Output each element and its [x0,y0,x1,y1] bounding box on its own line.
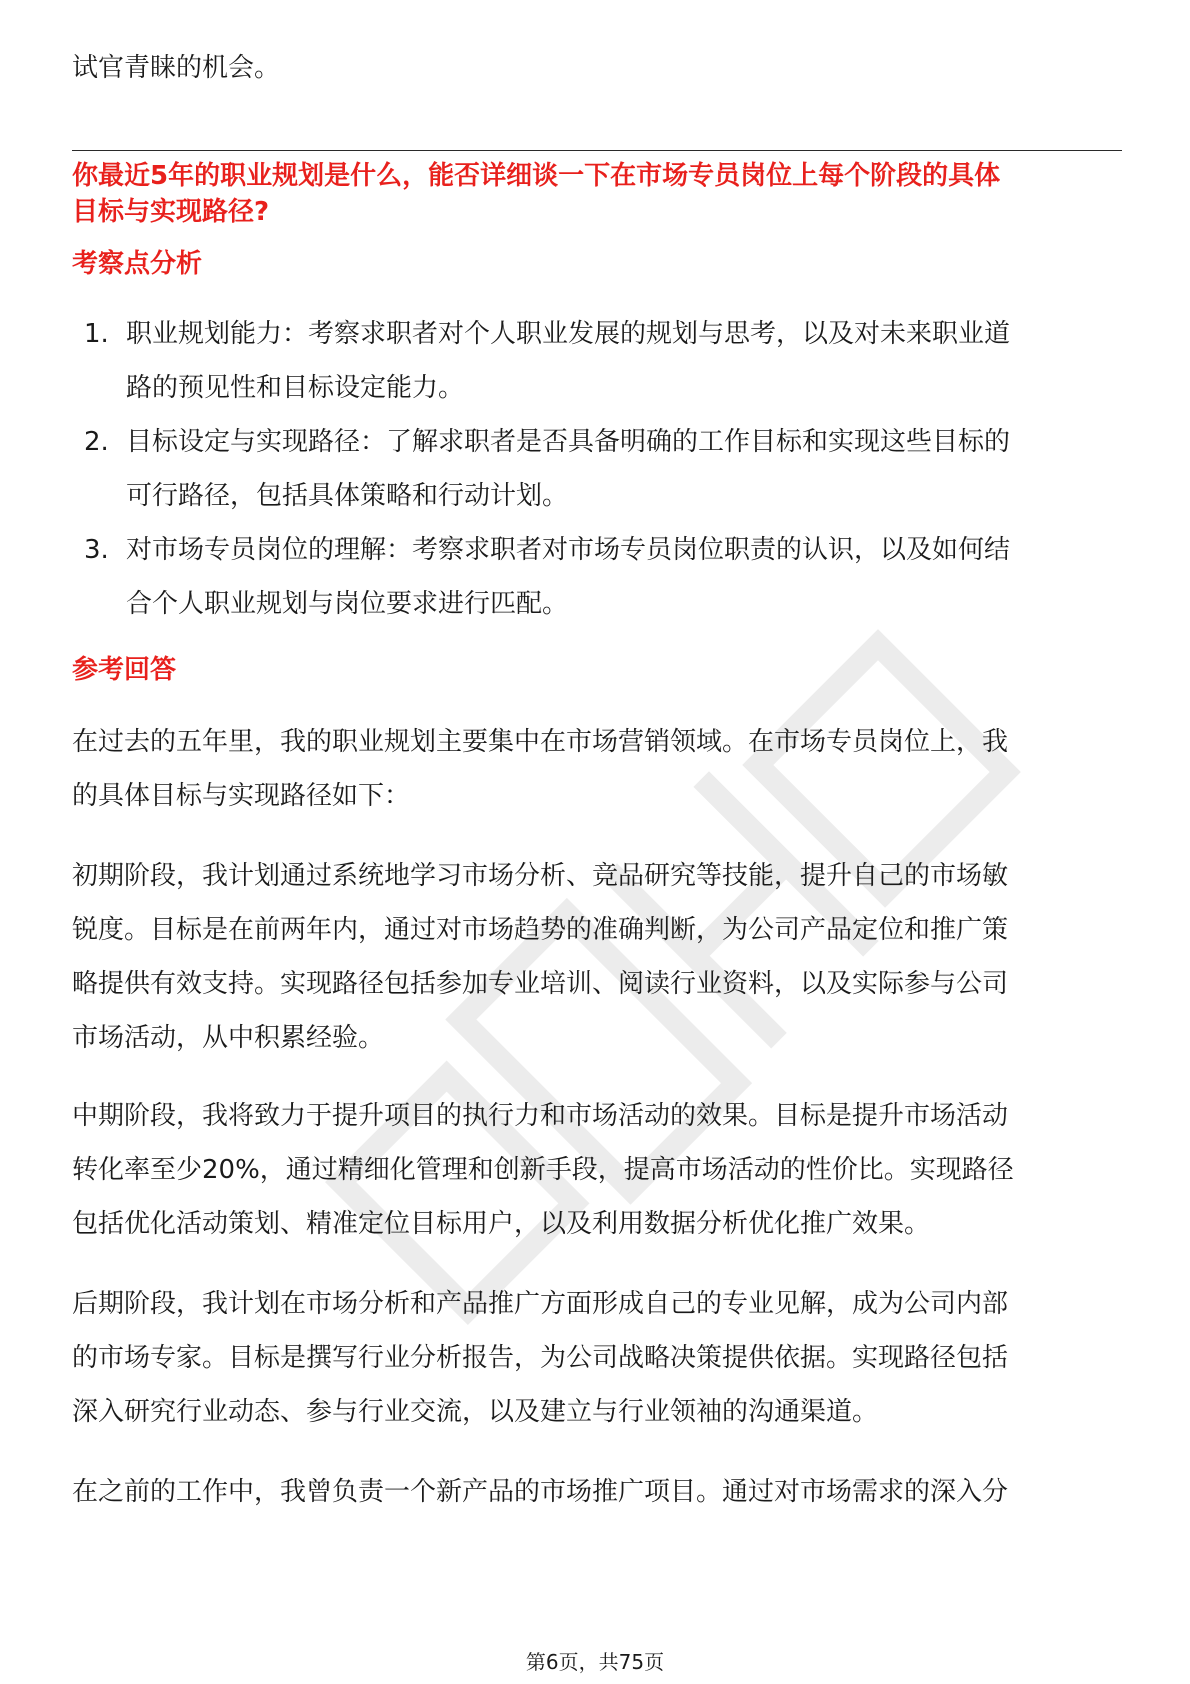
list-item-number: 2. [84,427,109,457]
paragraph-line: 中期阶段，我将致力于提升项目的执行力和市场活动的效果。目标是提升市场活动 [72,1101,1009,1131]
page-number: 第6页，共75页 [525,1650,665,1674]
paragraph-line: 略提供有效支持。实现路径包括参加专业培训、阅读行业资料，以及实际参与公司 [72,969,1009,999]
list-item-text: 合个人职业规划与岗位要求进行匹配。 [126,589,569,619]
paragraph-line: 转化率至少20%，通过精细化管理和创新手段，提高市场活动的性价比。实现路径 [72,1155,1014,1185]
list-item-text: 职业规划能力：考察求职者对个人职业发展的规划与思考，以及对未来职业道 [126,319,1011,349]
analysis-heading: 考察点分析 [72,249,203,279]
paragraph-line: 初期阶段，我计划通过系统地学习市场分析、竞品研究等技能，提升自己的市场敏 [72,861,1009,891]
paragraph-line: 锐度。目标是在前两年内，通过对市场趋势的准确判断，为公司产品定位和推广策 [72,915,1009,945]
list-item-text: 路的预见性和目标设定能力。 [126,373,465,403]
answer-heading: 参考回答 [72,655,177,685]
paragraph-line: 市场活动，从中积累经验。 [72,1023,385,1053]
question-line-2: 目标与实现路径? [72,197,270,227]
list-item-text: 对市场专员岗位的理解：考察求职者对市场专员岗位职责的认识，以及如何结 [126,535,1011,565]
continued-text: 试官青睐的机会。 [72,53,281,83]
list-item-number: 3. [84,535,109,565]
paragraph-line: 包括优化活动策划、精准定位目标用户，以及利用数据分析优化推广效果。 [72,1209,931,1239]
list-item-text: 目标设定与实现路径：了解求职者是否具备明确的工作目标和实现这些目标的 [126,427,1011,457]
list-item-text: 可行路径，包括具体策略和行动计划。 [126,481,569,511]
paragraph-line: 的具体目标与实现路径如下： [72,781,411,811]
section-divider [72,150,1122,151]
paragraph-line: 在过去的五年里，我的职业规划主要集中在市场营销领域。在市场专员岗位上，我 [72,727,1009,757]
list-item-number: 1. [84,319,109,349]
paragraph-line: 的市场专家。目标是撰写行业分析报告，为公司战略决策提供依据。实现路径包括 [72,1343,1009,1373]
question-line-1: 你最近5年的职业规划是什么，能否详细谈一下在市场专员岗位上每个阶段的具体 [72,161,1001,191]
paragraph-line: 后期阶段，我计划在市场分析和产品推广方面形成自己的专业见解，成为公司内部 [72,1289,1009,1319]
paragraph-line: 深入研究行业动态、参与行业交流，以及建立与行业领袖的沟通渠道。 [72,1397,879,1427]
paragraph-line: 在之前的工作中，我曾负责一个新产品的市场推广项目。通过对市场需求的深入分 [72,1477,1009,1507]
